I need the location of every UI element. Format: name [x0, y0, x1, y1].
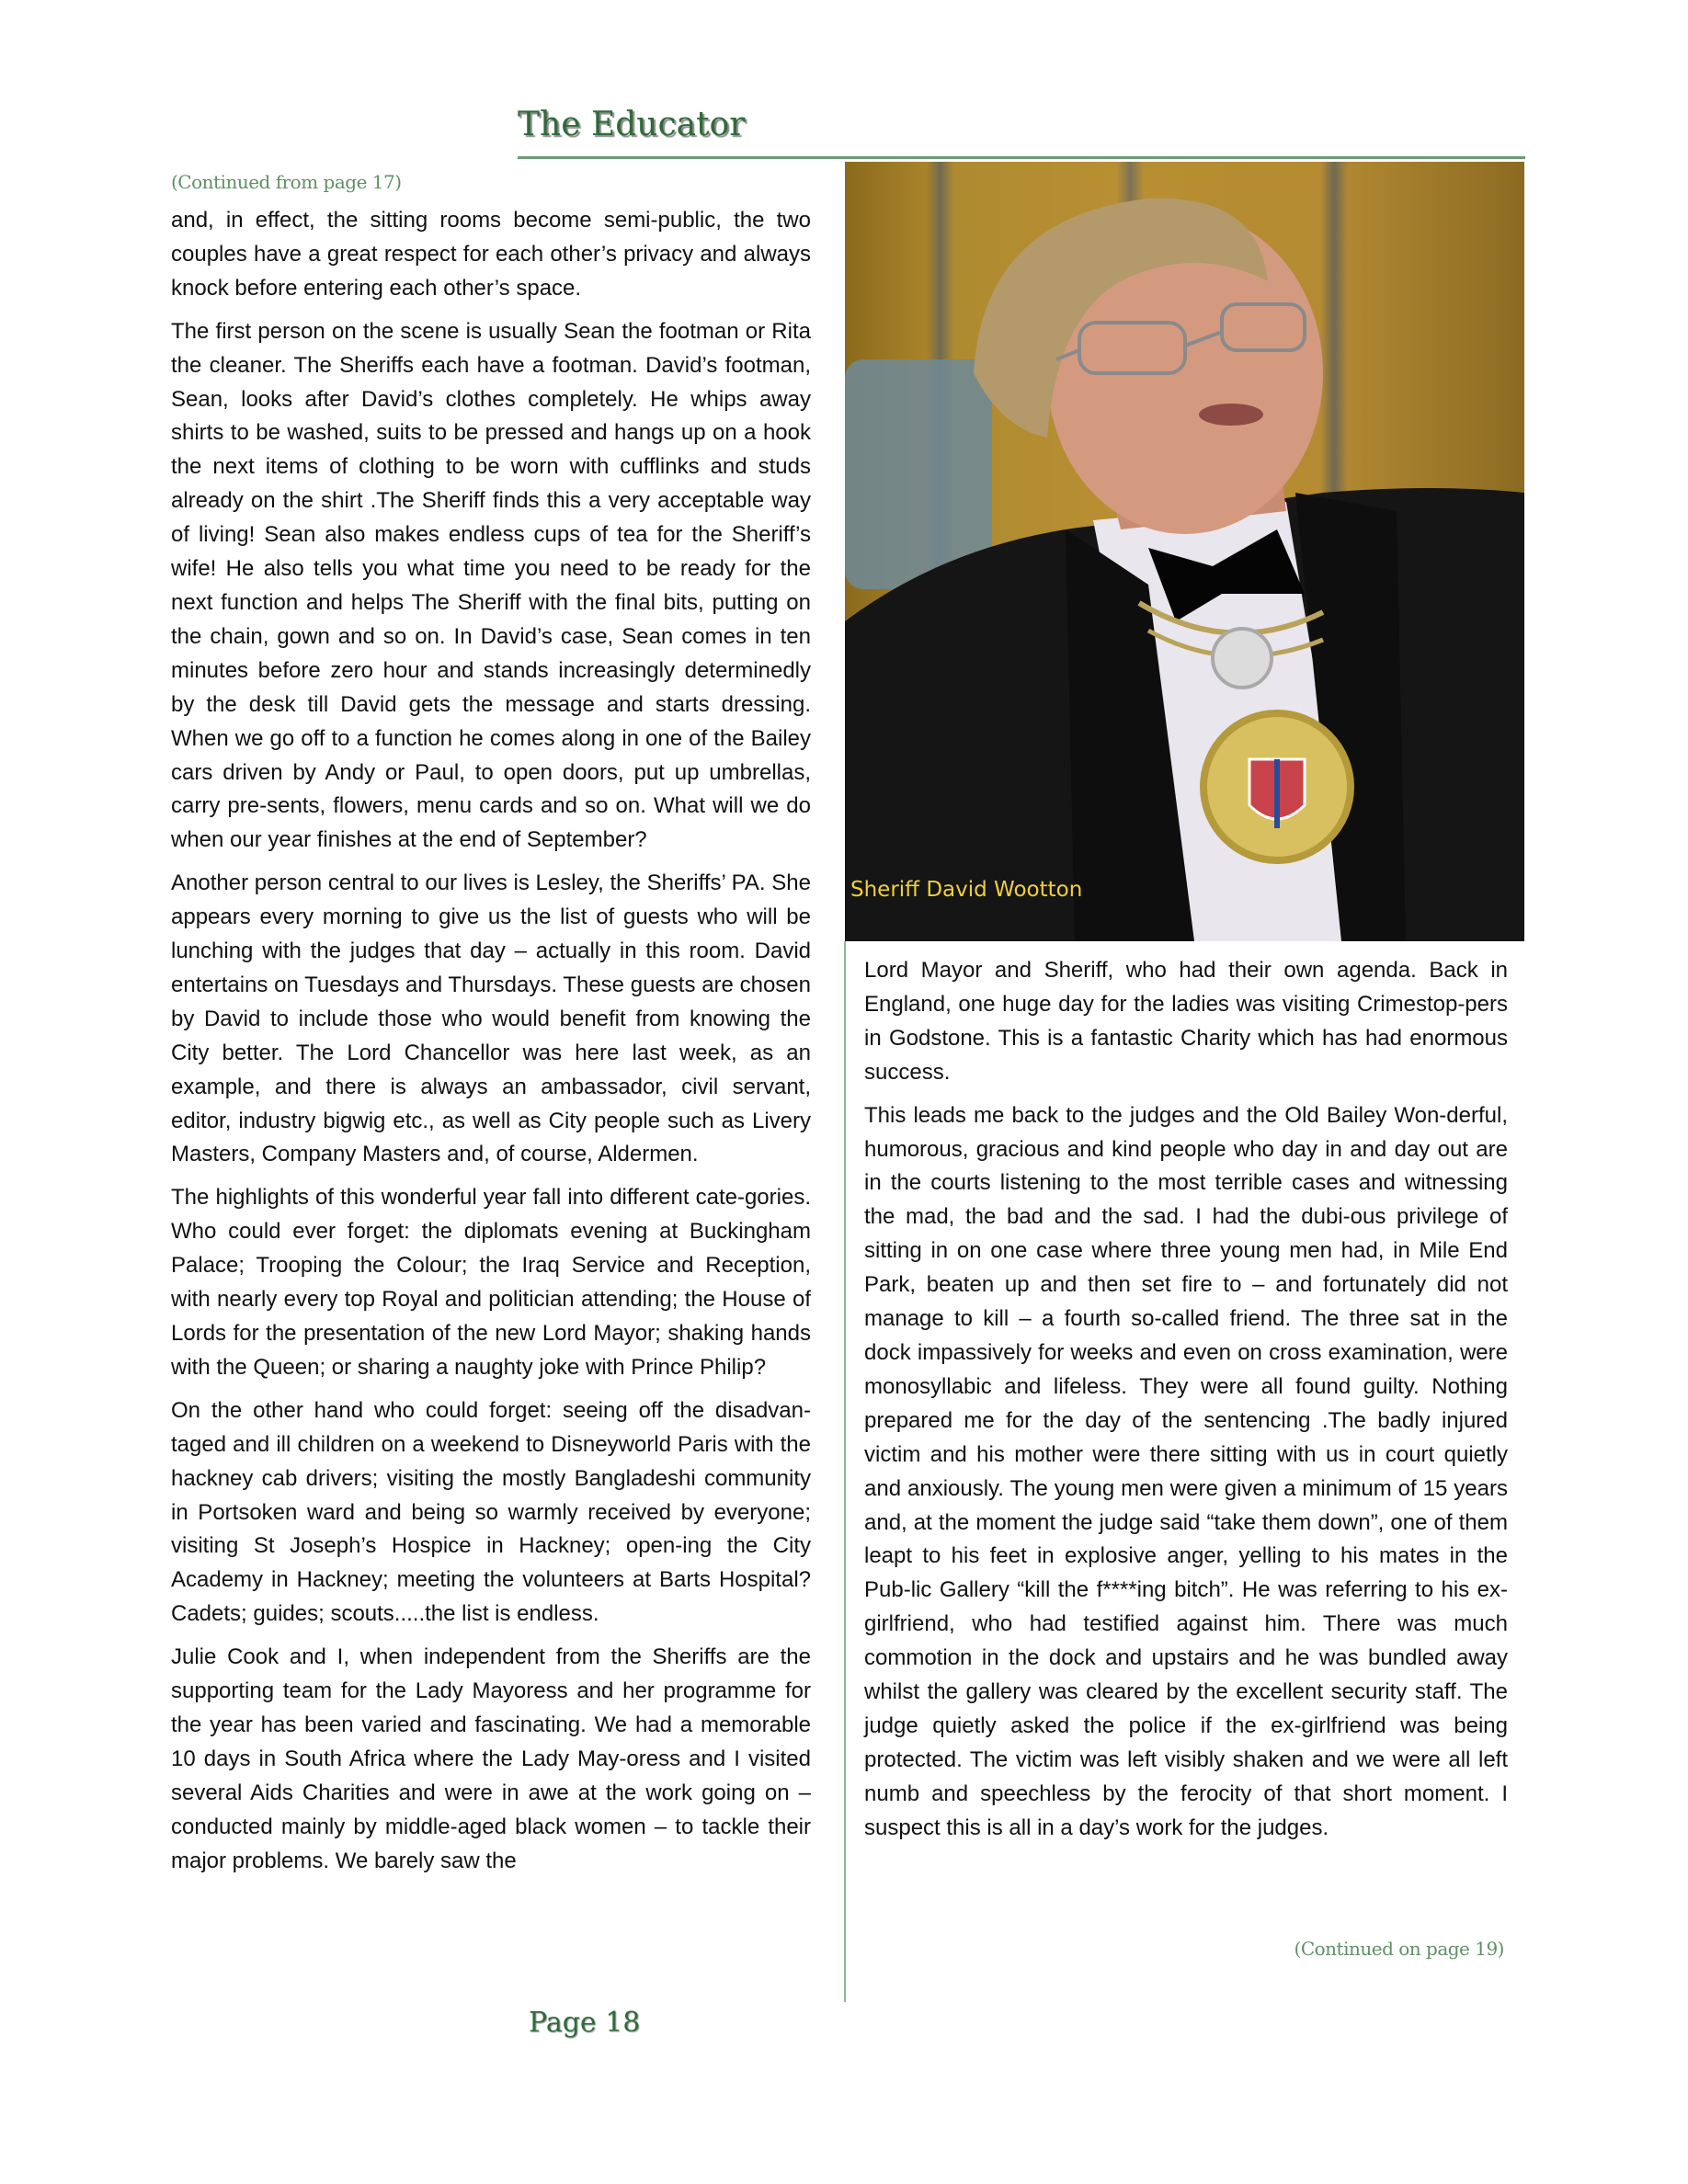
paragraph: The first person on the scene is usually Sean the footman or Rita the cleaner. The Sheriffs each have a footman. David’s footman, Sean, looks after David’s clothes completely. He whips away shirts to be washed, suits to be pressed and hangs up on a hook the next items of clothing to be worn with cufflinks and studs already on the shirt .The Sheriff finds this a very acceptable way of living! Sean also makes endless cups of tea for the Sheriff’s wife! He also tells you what time you need to be ready for the next function and helps The Sheriff with the final bits, putting on the chain, gown and so on. In David’s case, Sean comes in ten minutes before zero hour and stands increasingly determinedly by the desk till David gets the message and starts dressing. When we go off to a function he comes along in one of the Bailey cars driven by Andy or Paul, to open doors, put up umbrellas, carry pre-sents, flowers, menu cards and so on. What will we do when our year finishes at the end of September?	[171, 318, 811, 853]
article-right-column	[864, 954, 1508, 1855]
paragraph: Lord Mayor and Sheriff, who had their own agenda. Back in England, one huge day for the ladies was visiting Crimestop-pers in Godstone. This is a fantastic Charity which has had enormous success.	[864, 958, 1508, 1085]
continued-on-link[interactable]: (Continued on page 19)	[1294, 1938, 1504, 1960]
publication-title: The Educator	[518, 106, 746, 143]
continued-from-note: (Continued from page 17)	[171, 171, 402, 193]
paragraph: On the other hand who could forget: seeing off the disadvan-taged and ill children on a weekend to Disneyworld Paris with the hackney cab drivers; visiting the mostly Bangladeshi community in Portsoken ward and being so warmly received by everyone; visiting St Joseph’s Hospice in Hackney; open-ing the City Academy in Hackney; meeting the volunteers at Barts Hospital? Cadets; guides; scouts.....the list is endless.	[171, 1397, 811, 1627]
photo-caption: Sheriff David Wootton	[850, 878, 1083, 902]
article-left-column	[171, 204, 811, 1888]
page-number: Page 18	[529, 2007, 641, 2039]
paragraph: This leads me back to the judges and the Old Bailey Won-derful, humorous, gracious and kind people who day in and day out are in the courts listening to the most terrible cases and witnessing the mad, the bad and the sad. I had the dubi-ous privilege of sitting in on one case where three young men had, in Mile End Park, beaten up and then set fire to – and fortunately did not manage to kill – a fourth so-called friend. The three sat in the dock impassively for weeks and even on cross examination, were monosyllabic and lifeless. They were all found guilty. Nothing prepared me for the day of the sentencing .The badly injured victim and his mother were there sitting with us in court quietly and anxiously. The young men were given a minimum of 15 years and, at the moment the judge said “take them down”, one of them leapt to his feet in explosive anger, yelling to his mates in the Pub-lic Gallery “kill the f****ing bitch”. He was referring to his ex-girlfriend, who had testified against him. There was much commotion in the dock and upstairs and he was bundled away whilst the gallery was cleared by the excellent security staff. The judge quietly asked the police if the ex-girlfriend was being protected. The victim was left visibly shaken and we were all left numb and speechless by the ferocity of that short moment. I suspect this is all in a day’s work for the judges.	[864, 1102, 1508, 1840]
paragraph: The highlights of this wonderful year fall into different cate-gories. Who could ever forget: the diplomats evening at Buckingham Palace; Trooping the Colour; the Iraq Service and Reception, with nearly every top Royal and politician attending; the House of Lords for the presentation of the new Lord Mayor; shaking hands with the Queen; or sharing a naughty joke with Prince Philip?	[171, 1185, 811, 1380]
paragraph: Julie Cook and I, when independent from the Sheriffs are the supporting team for the Lady Mayoress and her programme for the year has been varied and fascinating. We had a memorable 10 days in South Africa where the Lady May-oress and I visited several Aids Charities and were in awe at the work going on – conducted mainly by middle-aged black women – to tackle their major problems. We barely saw the	[171, 1644, 811, 1873]
portrait-illustration	[845, 162, 1524, 941]
header-rule	[518, 156, 1525, 159]
column-divider	[844, 941, 846, 2002]
paragraph: and, in effect, the sitting rooms become semi-public, the two couples have a great respect for each other’s privacy and always knock before entering each other’s space.	[171, 208, 811, 301]
paragraph: Another person central to our lives is Lesley, the Sheriffs’ PA. She appears every morning to give us the list of guests who will be lunching with the judges that day – actually in this room. David entertains on Tuesdays and Thursdays. These guests are chosen by David to include those who would benefit from knowing the City better. The Lord Chancellor was here last week, as an example, and there is always an ambassador, civil servant, editor, industry bigwig etc., as well as City people such as Livery Masters, Company Masters and, of course, Aldermen.	[171, 870, 811, 1167]
portrait-photo	[845, 162, 1524, 941]
